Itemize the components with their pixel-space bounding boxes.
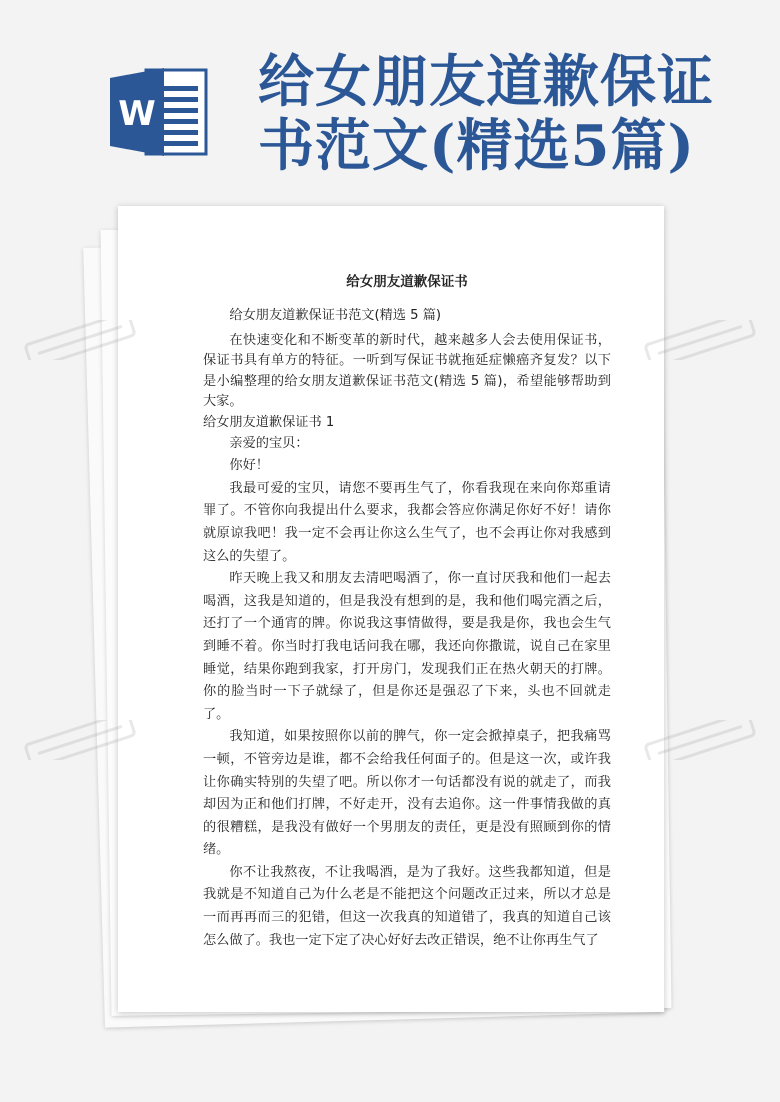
watermark-stamp-icon <box>640 720 760 760</box>
salutation: 亲爱的宝贝： <box>229 435 309 451</box>
section-heading: 给女朋友道歉保证书 1 <box>203 414 335 430</box>
watermark-stamp-icon <box>20 320 140 360</box>
greeting: 你好！ <box>229 458 269 474</box>
document-page <box>118 206 664 1012</box>
document-body <box>203 206 611 952</box>
intro-subtitle: 给女朋友道歉保证书范文(精选 5 篇) <box>229 308 442 323</box>
word-logo-letter: W <box>118 94 156 134</box>
intro-paragraph: 在快速变化和不断变革的新时代，越来越多人会去使用保证书，保证书具有单方的特征。一听到写保证书就拖延症懒癌齐复发？以下是小编整理的给女朋友道歉保证书范文(精选 5 篇)，希望能够帮助到大家。 <box>203 332 611 410</box>
watermark-stamp-icon <box>20 720 140 760</box>
document-title: 给女朋友道歉保证书 <box>346 274 468 290</box>
body-paragraph: 我最可爱的宝贝，请您不要再生气了，你看我现在来向你郑重请罪了。不管你向我提出什么要求，我都会答应你满足你好不好！请你就原谅我吧！我一定不会再让你这么生气了，也不会再让你对我感到这么的失望了。 <box>203 480 611 564</box>
watermark-stamp-icon <box>640 320 760 360</box>
body-paragraph: 昨天晚上我又和朋友去清吧喝酒了，你一直讨厌我和他们一起去喝酒，这我是知道的，但是我没有想到的是，我和他们喝完酒之后，还打了一个通宵的牌。你说我这事情做得，要是我是你，我也会生气到睡不着。你当时打我电话问我在哪，我还向你撒谎，说自己在家里睡觉，结果你跑到我家，打开房门，发现我们正在热火朝天的打牌。你的脸当时一下子就绿了，但是你还是强忍了下来，头也不回就走了。 <box>203 571 611 722</box>
page-title: 给女朋友道歉保证书范文(精选5篇) <box>258 49 714 179</box>
body-paragraph: 你不让我熬夜，不让我喝酒，是为了我好。这些我都知道，但是我就是不知道自己为什么老是不能把这个问题改正过来，所以才总是一而再再而三的犯错，但这一次我真的知道错了，我真的知道自己该怎么做了。我也一定下定了决心好好去改正错误，绝不让你再生气了 <box>203 864 611 948</box>
body-paragraph: 我知道，如果按照你以前的脾气，你一定会掀掉桌子，把我痛骂一顿，不管旁边是谁，都不会给我任何面子的。但是这一次，或许我让你确实特别的失望了吧。所以你才一句话都没有说的就走了，而我却因为正和他们打牌，不好走开，没有去追你。这一件事情我做的真的很糟糕，是我没有做好一个男朋友的责任，更是没有照顾到你的情绪。 <box>203 729 611 858</box>
word-document-logo <box>108 64 210 160</box>
